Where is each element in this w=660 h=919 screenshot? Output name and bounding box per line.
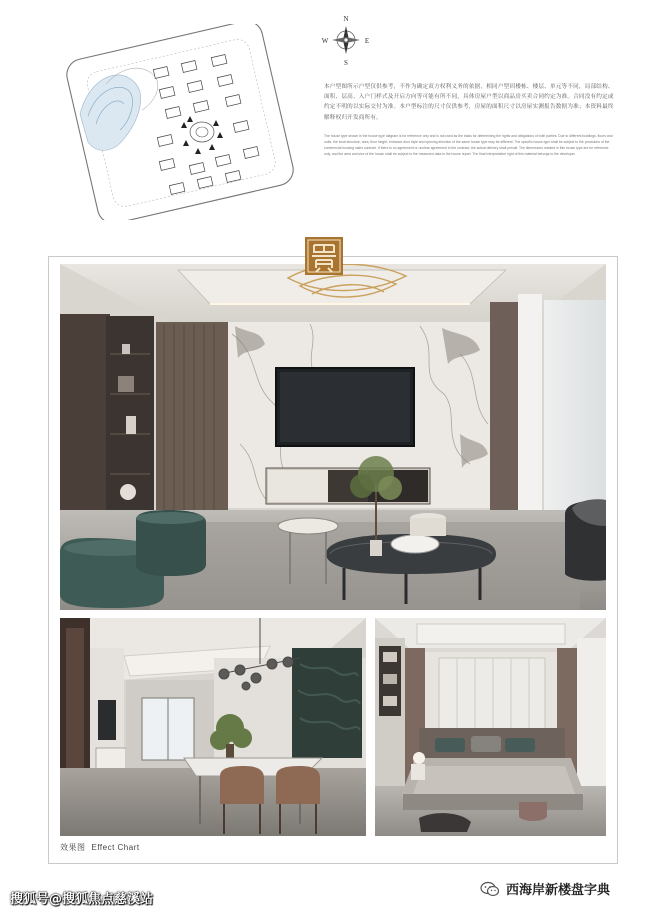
disclaimer-en: The house type shown in the house type diagram is for reference only and is not used as the basis for determining the rights and obligations of both parties. Due to different buildings, floors and units, the local structure, area, floor height, entrance door style and opening direction of the same house type may be different. The specific house type shall be subject to the provisions of the commercial housing sales contract. If there is no agreement or unclear agreement in the contract, the actual delivery shall prevail. The dimensions marked in this house type are for reference only, and the area and size of the house shall be subject to the measured data in the house report. The final interpretation right of this material belongs to the developer. bbox=[324, 133, 613, 156]
compass-n-label: N bbox=[343, 15, 349, 23]
caption-cn: 效果图 bbox=[60, 843, 86, 852]
dining-room-render bbox=[60, 618, 366, 836]
site-plan bbox=[66, 24, 296, 220]
green-armchair-back bbox=[136, 510, 206, 576]
bedroom-render bbox=[375, 618, 606, 836]
sohu-watermark: 搜狐号@搜狐焦点慈溪站 bbox=[10, 892, 154, 907]
effect-chart-caption bbox=[60, 842, 140, 853]
compass-rose-icon bbox=[318, 8, 374, 68]
compass-w-label: W bbox=[321, 37, 329, 45]
living-room-render bbox=[60, 264, 606, 610]
disclaimer bbox=[324, 82, 614, 157]
caption-en: Effect Chart bbox=[91, 843, 140, 852]
compass-s-label: S bbox=[344, 59, 348, 67]
seal-logo-icon bbox=[304, 236, 344, 276]
wechat-icon bbox=[480, 881, 500, 897]
compass-e-label: E bbox=[364, 37, 370, 45]
wechat-watermark bbox=[480, 879, 610, 898]
wechat-account-name: 西海岸新楼盘字典 bbox=[506, 883, 611, 898]
disclaimer-cn: 本户型图所示户型仅供参考，不作为确定双方权利义务的依据，相同户型因楼栋、楼层、单元等不同，局部结构、面积、层高、入户门样式及开启方向等可能有所不同，具体房屋户型以商品房买卖合同约定为准。合同没有约定或约定不明的以实际交付为准。本户型标注的尺寸仅供参考，房屋的面积尺寸以房屋实测报告数据为准；本资料最终解释权归开发商所有。 bbox=[324, 84, 614, 121]
